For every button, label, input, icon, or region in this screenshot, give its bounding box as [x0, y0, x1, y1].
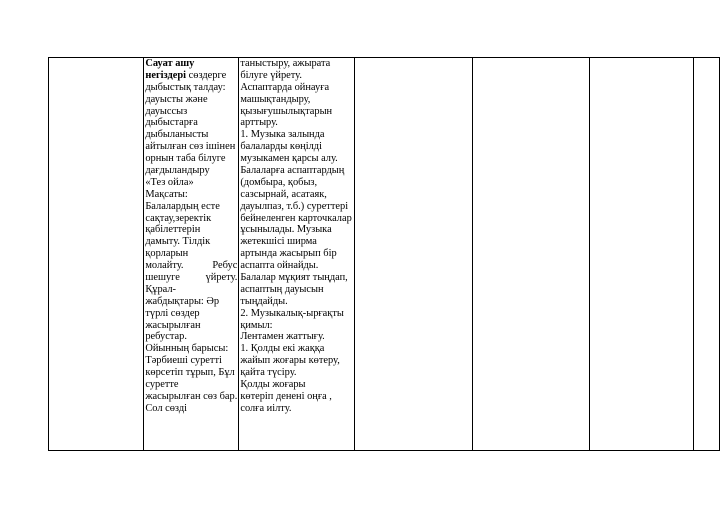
text-line: сақтау,зеректік	[145, 212, 212, 224]
text-line: суретте	[145, 379, 179, 391]
text-line: дыбыланысты	[145, 129, 209, 141]
text-line	[145, 70, 237, 82]
text-line: бейнеленген карточкалар	[240, 212, 352, 224]
text-line: дауыссыз	[145, 105, 188, 117]
text-line: музыкамен қарсы алу.	[240, 153, 338, 165]
text-line: артында жасырып бір	[240, 248, 337, 260]
text-line: Аспаптарда ойнауға	[240, 81, 330, 93]
text-line	[145, 58, 237, 70]
empty-cell-3	[473, 58, 590, 451]
empty-cell-5	[694, 58, 720, 451]
text-line: тыңдайды.	[240, 295, 288, 307]
text-line: қабілеттерін	[145, 224, 201, 236]
literacy-cell	[144, 58, 239, 451]
lesson-plan-table	[48, 57, 720, 451]
text-line: көрсетіп тұрып, Бұл	[145, 367, 235, 379]
text-line: дағдыландыру	[145, 165, 210, 177]
text-line: аспаптың дауысын	[240, 283, 324, 295]
text-line: ұсынылады. Музыка	[240, 224, 332, 236]
text-line: Балалар мұқият тыңдап,	[240, 272, 348, 284]
text-line: 1. Музыка залында	[240, 129, 325, 141]
text-line	[145, 260, 237, 272]
text-line: «Тез ойла»	[145, 176, 194, 188]
text-line: ребустар.	[145, 331, 187, 343]
line-left-text: молайту.	[145, 260, 184, 272]
text-line: Ойынның барысы:	[145, 343, 229, 355]
line-left-text: шешуге	[145, 272, 180, 284]
text-line: сазсырнай, асатаяк,	[240, 188, 327, 200]
text-line: балаларды көңілді	[240, 141, 322, 153]
text-line: 1. Қолды екі жаққа	[240, 343, 325, 355]
text-line: аспапта ойнайды.	[240, 260, 319, 272]
text-line: жасырылған сөз бар.	[145, 390, 238, 402]
music-text	[239, 58, 354, 415]
text-line: машықтандыру,	[240, 93, 311, 105]
text-line: қимыл:	[240, 319, 273, 331]
text-line: білуге үйрету.	[240, 69, 302, 81]
text-line: Лентамен жаттығу.	[240, 331, 325, 343]
literacy-text	[144, 58, 238, 415]
text-line: Тәрбиеші суретті	[145, 355, 222, 367]
text-line: көтеріп денені оңға ,	[240, 390, 332, 402]
text-line: жасырылған	[145, 319, 201, 331]
text-line: солға иілту.	[240, 402, 292, 414]
bold-heading-text: негіздері	[145, 69, 187, 81]
line-right-text: Ребус	[212, 260, 238, 272]
text-line: Балаларға аспаптардың	[240, 165, 345, 177]
text-line: дауылпаз, т.б.) суреттері	[240, 200, 349, 212]
text-line: жайып жоғары көтеру,	[240, 355, 340, 367]
text-line: (домбыра, қобыз,	[240, 176, 318, 188]
text-line: дамыту. Тілдік	[145, 236, 211, 248]
empty-cell-4	[590, 58, 694, 451]
table-row	[49, 58, 720, 451]
text-line: орнын таба білуге	[145, 153, 226, 165]
text-line: жетекшісі ширма	[240, 236, 317, 248]
empty-cell-2	[355, 58, 473, 451]
text-line: қайта түсіру.	[240, 367, 297, 379]
text-line: айтылған сөз ішінен	[145, 141, 236, 153]
text-line: дауысты және	[145, 93, 208, 105]
line-right-text: үйрету.	[205, 272, 238, 284]
text-line: Балалардың есте	[145, 200, 220, 212]
text-line: жабдықтары: Әр	[145, 295, 220, 307]
line-text: сөздерге	[186, 69, 227, 81]
text-line: Құрал-	[145, 283, 177, 295]
text-line: қорларын	[145, 248, 189, 260]
text-line: Сол сөзді	[145, 402, 188, 414]
bold-heading-text: Сауат ашу	[145, 58, 195, 69]
text-line: дыбыстық талдау:	[145, 81, 226, 93]
empty-cell-1	[49, 58, 144, 451]
music-cell	[239, 58, 355, 451]
text-line	[145, 272, 237, 284]
text-line: арттыру.	[240, 117, 278, 129]
text-line: дыбыстарға	[145, 117, 198, 129]
text-line: түрлі сөздер	[145, 307, 200, 319]
text-line: Қолды жоғары	[240, 379, 306, 391]
text-line: қызығушылықтарын	[240, 105, 333, 117]
text-line: Мақсаты:	[145, 188, 188, 200]
text-line: таныстыру, ажырата	[240, 58, 331, 69]
text-line: 2. Музыкалық-ырғақты	[240, 307, 344, 319]
